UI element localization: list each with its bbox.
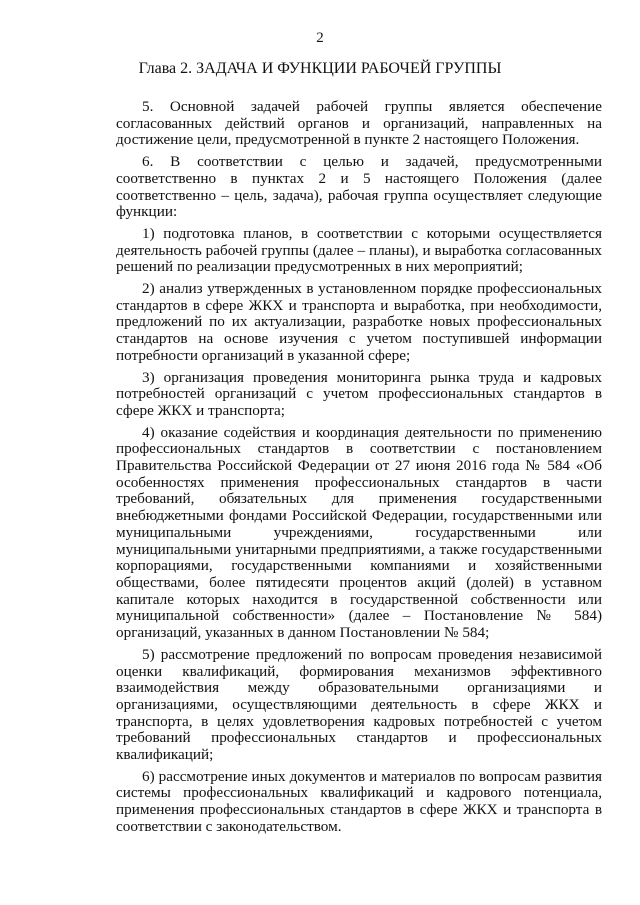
function-item-2: 2) анализ утвержденных в установленном порядке профессиональных стандартов в сфере ЖКХ и транспорта и выработка, при необходимости, предложений по их актуализации, разработке новых профессиональных стандартов на основе изучения с учетом поступившей информации потребности организаций в указанной сфере; bbox=[116, 280, 602, 364]
paragraph-5-main-task: 5. Основной задачей рабочей группы является обеспечение согласованных действий органов и организаций, направленных на достижение цели, предусмотренной в пункте 2 настоящего Положения. bbox=[116, 98, 602, 149]
chapter-title: Глава 2. ЗАДАЧА И ФУНКЦИИ РАБОЧЕЙ ГРУППЫ bbox=[138, 60, 502, 77]
function-item-5: 5) рассмотрение предложений по вопросам проведения независимой оценки квалификаций, формирования механизмов эффективного взаимодействия между образовательными организациями и организациями, осуществляющими деятельность в сфере ЖКХ и транспорта, в целях удовлетворения кадровых потребностей с учетом требований профессиональных стандартов и профессиональных квалификаций; bbox=[116, 645, 602, 764]
paragraph-6-functions-intro: 6. В соответствии с целью и задачей, предусмотренными соответственно в пунктах 2 и 5 настоящего Положения (далее соответственно – цель, задача), рабочая группа осуществляет следующие функции: bbox=[116, 153, 602, 221]
document-body bbox=[116, 94, 602, 836]
function-item-1: 1) подготовка планов, в соответствии с которыми осуществляется деятельность рабочей группы (далее – планы), и выработка согласованных решений по реализации предусмотренных в них мероприятий; bbox=[116, 224, 602, 276]
page-number: 2 bbox=[316, 30, 324, 46]
function-item-3: 3) организация проведения мониторинга рынка труда и кадровых потребностей организаций с учетом профессиональных стандартов в сфере ЖКХ и транспорта; bbox=[116, 368, 602, 419]
function-item-4: 4) оказание содействия и координация деятельности по применению профессиональных стандартов в соответствии с постановлением Правительства Российской Федерации от 27 июня 2016 года № 584 «Об особенностях применения профессиональных стандартов в части требований, обязательных для применения государственными внебюджетными фондами Российской Федерации, государственными или муниципальными учреждениями, государственными или муниципальными унитарными предприятиями, а также государственными корпорациями, государственными компаниями и хозяйственными обществами, более пятидесяти процентов акций (долей) в уставном капитале которых находится в государственной собственности или муниципальной собственности» (далее – Постановление № 584) организаций, указанных в данном Постановлении № 584; bbox=[116, 423, 602, 642]
function-item-6: 6) рассмотрение иных документов и материалов по вопросам развития системы профессиональных квалификаций и кадрового потенциала, применения профессиональных стандартов в сфере ЖКХ и транспорта в соответствии с законодательством. bbox=[116, 767, 602, 835]
